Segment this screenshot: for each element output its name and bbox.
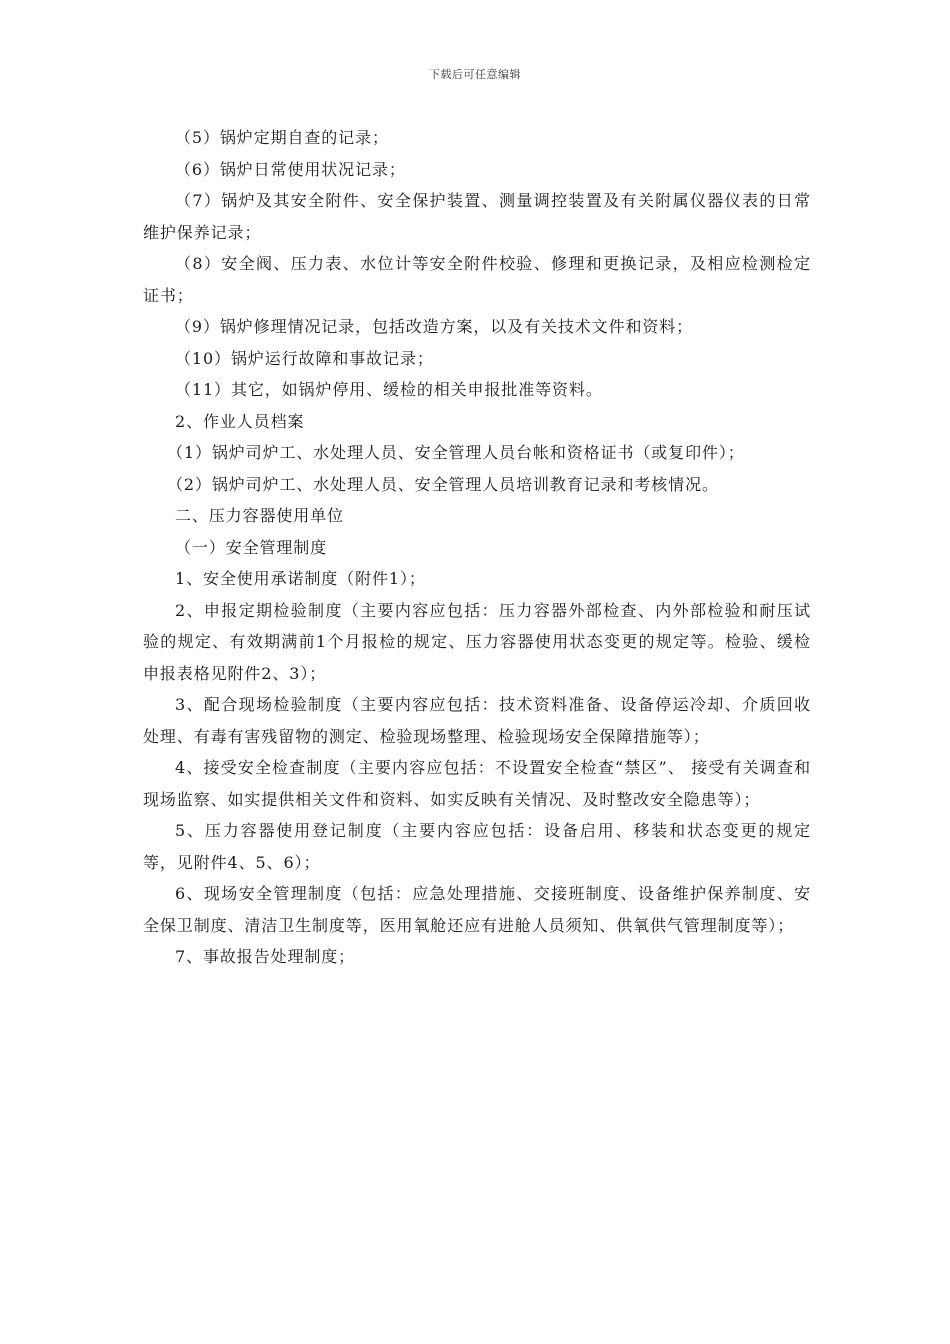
- paragraph-record-6: （6）锅炉日常使用状况记录；: [175, 159, 406, 179]
- section-heading-safety-system: （一）安全管理制度: [175, 537, 328, 557]
- paragraph-operator-2: （2）锅炉司炉工、水处理人员、安全管理人员培训教育记录和考核情况。: [167, 474, 719, 494]
- paragraph-rule-5: 5、压力容器使用登记制度（主要内容应包括：设备启用、移装和状态变更的规定等，见附件4、5、6）；: [143, 821, 811, 872]
- paragraph-rule-2: 2、申报定期检验制度（主要内容应包括：压力容器外部检查、内外部检验和耐压试验的规定、有效期满前1个月报检的规定、压力容器使用状态变更的规定等。检验、缓检申报表格见附件2、3）；: [143, 600, 811, 683]
- page-header-note: 下载后可任意编辑: [429, 68, 521, 81]
- paragraph-rule-1: 1、安全使用承诺制度（附件1）；: [175, 569, 426, 588]
- paragraph-operator-1: （1）锅炉司炉工、水处理人员、安全管理人员台帐和资格证书（或复印件）；: [167, 443, 745, 462]
- paragraph-rule-6: 6、现场安全管理制度（包括：应急处理措施、交接班制度、设备维护保养制度、安全保卫制度、清洁卫生制度等，医用氧舱还应有进舱人员须知、供氧供气管理制度等）；: [143, 884, 811, 935]
- paragraph-record-9: （9）锅炉修理情况记录，包括改造方案，以及有关技术文件和资料；: [175, 317, 694, 336]
- paragraph-record-5: （5）锅炉定期自查的记录；: [175, 128, 389, 147]
- paragraph-rule-4: 4、接受安全检查制度（主要内容应包括：不设置安全检查“禁区”、 接受有关调查和现场监察、如实提供相关文件和资料、如实反映有关情况、及时整改安全隐患等）；: [143, 758, 811, 809]
- paragraph-record-8: （8）安全阀、压力表、水位计等安全附件校验、修理和更换记录，及相应检测检定证书；: [143, 254, 811, 305]
- paragraph-rule-7: 7、事故报告处理制度；: [175, 947, 356, 966]
- section-heading-operator-files: 2、作业人员档案: [175, 411, 305, 431]
- paragraph-record-7: （7）锅炉及其安全附件、安全保护装置、测量调控装置及有关附属仪器仪表的日常维护保养记录；: [143, 191, 811, 242]
- section-heading-pressure-vessel-unit: 二、压力容器使用单位: [175, 506, 345, 525]
- paragraph-record-10: （10）锅炉运行故障和事故记录；: [175, 348, 434, 368]
- document-body: [143, 122, 811, 973]
- paragraph-record-11: （11）其它，如锅炉停用、缓检的相关申报批准等资料。: [175, 380, 603, 399]
- paragraph-rule-3: 3、配合现场检验制度（主要内容应包括：技术资料准备、设备停运冷却、介质回收处理、有毒有害残留物的测定、检验现场整理、检验现场安全保障措施等）；: [143, 695, 811, 746]
